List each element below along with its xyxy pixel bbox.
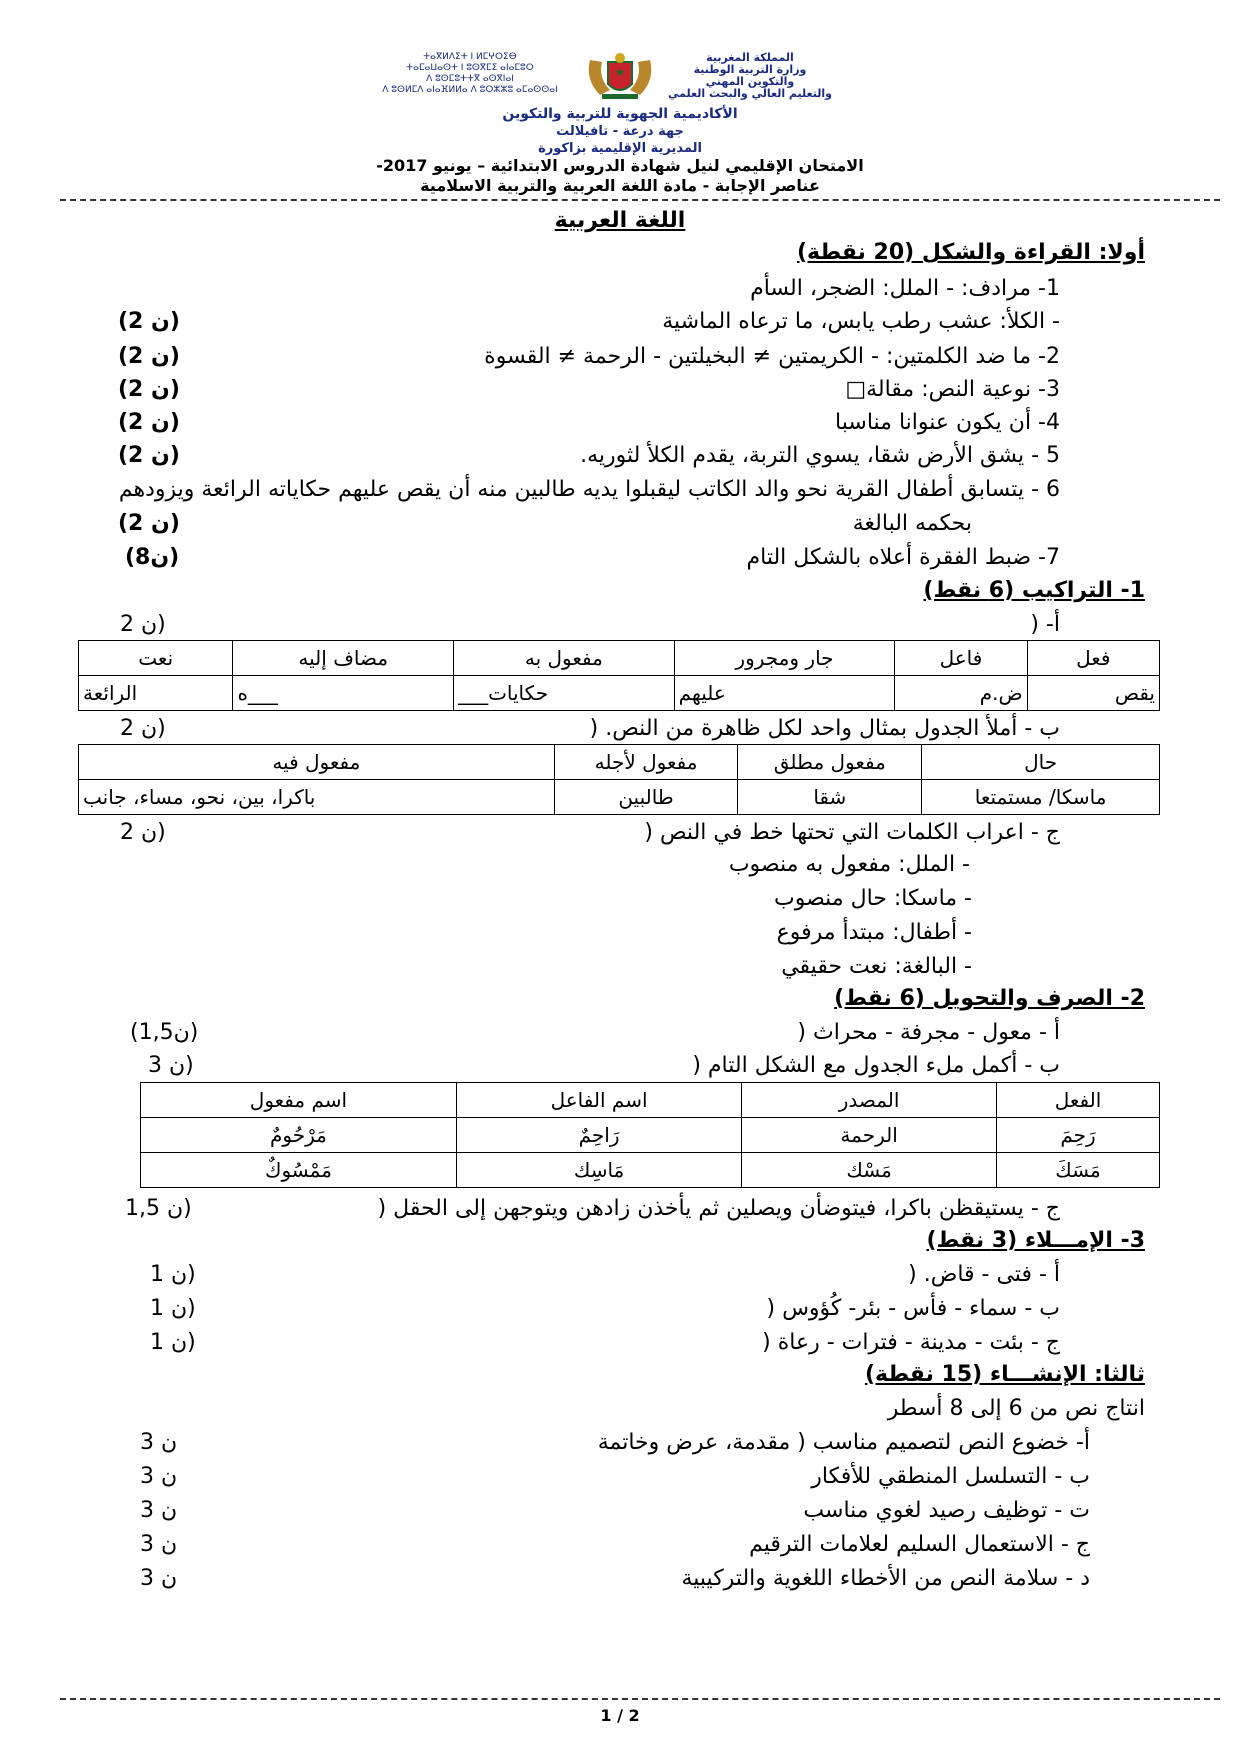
ministry-line: المملكة المغربية — [706, 51, 794, 64]
table-cell: يقص — [1027, 676, 1159, 711]
tarakib-a-label: أ- ( — [1030, 612, 1060, 637]
irab-item: - البالغة: نعت حقيقي — [781, 954, 972, 979]
table-row — [79, 676, 1160, 711]
insha-item: د - سلامة النص من الأخطاء اللغوية والتركيبية — [681, 1566, 1090, 1591]
answer-line: بحكمه البالغة — [852, 511, 972, 536]
answer-points: (2 ن) — [118, 443, 180, 468]
table-header-row — [79, 641, 1160, 676]
section-insha-heading: ثالثا: الإنشـــاء (15 نقطة) — [864, 1362, 1145, 1387]
table-cell: شقا — [738, 780, 922, 815]
table-cell: مَسْك — [742, 1153, 997, 1188]
table-header-row — [79, 745, 1160, 780]
answer-points: (2 ن) — [118, 309, 180, 334]
table-row — [141, 1118, 1160, 1153]
sarf-a-label: أ - معول - مجرفة - محراث ( — [797, 1020, 1060, 1045]
irab-item: - الملل: مفعول به منصوب — [728, 852, 970, 877]
sarf-table — [140, 1082, 1160, 1188]
answer-line: 3- نوعية النص: مقالة□ — [845, 377, 1060, 402]
table-cell: الفعل — [996, 1083, 1159, 1118]
table-cell: مفعول لأجله — [554, 745, 738, 780]
answer-points: (2 ن) — [118, 377, 180, 402]
insha-points: 3 ن — [140, 1464, 178, 1489]
answer-line: 1- مرادف: - الملل: الضجر، السأم — [750, 276, 1060, 301]
tifinagh-line: ⵜⴰⴳⵍⴷⵉⵜ ⵏ ⵍⵎⵖⵔⵉⴱ — [423, 52, 517, 62]
insha-item: ب - التسلسل المنطقي للأفكار — [811, 1464, 1090, 1489]
academy-name: الأكاديمية الجهوية للتربية والتكوين — [502, 106, 738, 122]
ministry-line: والتكوين المهني — [705, 75, 795, 88]
tarakib-a-points: 2 ن) — [120, 612, 166, 637]
page-number: 1 / 2 — [600, 1706, 640, 1725]
table-cell: ___ه — [233, 676, 454, 711]
answer-line: 2- ما ضد الكلمتين: - الكريمتين ≠ البخيلتين - الرحمة ≠ القسوة — [484, 344, 1060, 369]
table-cell: طالبين — [554, 780, 738, 815]
table-cell: مَسَكَ — [996, 1153, 1159, 1188]
header-divider — [60, 199, 1220, 201]
table-cell: عليهم — [674, 676, 895, 711]
exam-title: الامتحان الإقليمي لنيل شهادة الدروس الابتدائية – يونيو 2017- — [376, 156, 864, 175]
answer-line: - الكلأ: عشب رطب يابس، ما ترعاه الماشية — [662, 309, 1060, 334]
section-reading-heading: أولا: القراءة والشكل (20 نقطة) — [796, 240, 1145, 265]
table-cell: حكايات___ — [454, 676, 675, 711]
insha-item: أ- خضوع النص لتصميم مناسب ( مقدمة، عرض وخاتمة — [597, 1430, 1090, 1455]
imlaa-item: أ - فتى - قاض. ( — [908, 1262, 1060, 1287]
table-cell: مفعول مطلق — [738, 745, 922, 780]
sarf-c-label: ج - يستيقظن باكرا، فيتوضأن ويصلين ثم يأخذن زادهن ويتوجهن إلى الحقل ( — [377, 1196, 1060, 1221]
tarakib-table-1 — [78, 640, 1160, 711]
header-tifinagh — [370, 52, 570, 96]
insha-points: 3 ن — [140, 1566, 178, 1591]
sarf-a-points: (1,5ن) — [130, 1020, 199, 1045]
insha-points: 3 ن — [140, 1498, 178, 1523]
ministry-line: والتعليم العالي والبحث العلمي — [668, 87, 832, 100]
answer-line: 6 - يتسابق أطفال القرية نحو والد الكاتب ليقبلوا يديه طالبين منه أن يقص عليهم حكاياته الرائعة ويزودهم — [118, 477, 1060, 502]
answer-points: (8ن) — [125, 545, 180, 570]
page-title: اللغة العربية — [554, 208, 686, 233]
table-cell: مَرْحُومٌ — [141, 1118, 457, 1153]
region-name: جهة درعة - تافيلالت — [556, 124, 684, 139]
table-cell: مفعول به — [454, 641, 675, 676]
tarakib-c-points: 2 ن) — [120, 820, 166, 845]
answer-line: 7- ضبط الفقرة أعلاه بالشكل التام — [746, 545, 1060, 570]
table-cell: مَاسِك — [456, 1153, 741, 1188]
imlaa-points: 1 ن) — [150, 1296, 196, 1321]
answer-line: 4- أن يكون عنوانا مناسبا — [835, 410, 1060, 435]
exam-subtitle: عناصر الإجابة - مادة اللغة العربية والتربية الاسلامية — [420, 176, 820, 195]
tifinagh-line: ⵜⴰⵎⴰⵡⴰⵙⵜ ⵏ ⵓⵙⴳⵎⵉ ⴰⵏⴰⵎⵓⵔ — [406, 63, 534, 73]
section-imlaa-heading: 3- الإمـــلاء (3 نقط) — [926, 1228, 1145, 1253]
table-cell: رَاحِمٌ — [456, 1118, 741, 1153]
table-cell: ض.م — [895, 676, 1027, 711]
header-ministry — [665, 52, 835, 100]
imlaa-item: ج - بئت - مدينة - فترات - رعاة ( — [762, 1330, 1060, 1355]
section-tarakib-heading: 1- التراكيب (6 نقط) — [923, 578, 1145, 603]
table-cell: حال — [922, 745, 1160, 780]
table-cell: الرحمة — [742, 1118, 997, 1153]
irab-item: - أطفال: مبتدأ مرفوع — [776, 920, 972, 945]
imlaa-item: ب - سماء - فأس - بئر- كُؤوس ( — [766, 1296, 1060, 1321]
table-cell: فعل — [1027, 641, 1159, 676]
insha-item: ت - توظيف رصيد لغوي مناسب — [803, 1498, 1090, 1523]
table-cell: فاعل — [895, 641, 1027, 676]
ministry-line: وزارة التربية الوطنية — [693, 63, 807, 76]
table-row — [141, 1153, 1160, 1188]
table-cell: اسم مفعول — [141, 1083, 457, 1118]
irab-item: - ماسكا: حال منصوب — [774, 886, 972, 911]
table-cell: مضاف إليه — [233, 641, 454, 676]
tarakib-table-2 — [78, 744, 1160, 815]
tarakib-b-label: ب - أملأ الجدول بمثال واحد لكل ظاهرة من النص. ( — [589, 716, 1060, 741]
footer-divider — [60, 1698, 1220, 1700]
table-cell: المصدر — [742, 1083, 997, 1118]
directorate-name: المديرية الإقليمية بزاكورة — [538, 141, 702, 156]
table-cell: مفعول فيه — [79, 745, 555, 780]
tifinagh-line: ⴷ ⵓⵙⵍⵎⴷ ⴰⵏⴰⴼⵍⵍⴰ ⴷ ⵓⵔⵣⵣⵓ ⴰⵎⴰⵙⵙⴰⵏ — [382, 85, 558, 95]
section-sarf-heading: 2- الصرف والتحويل (6 نقط) — [834, 986, 1145, 1011]
table-cell: باكرا، بين، نحو، مساء، جانب — [79, 780, 555, 815]
table-row — [79, 780, 1160, 815]
sarf-b-points: 3 ن) — [148, 1053, 194, 1078]
answer-points: (2 ن) — [118, 344, 180, 369]
answer-points: (2 ن) — [118, 511, 180, 536]
tarakib-c-label: ج - اعراب الكلمات التي تحتها خط في النص ( — [644, 820, 1060, 845]
tarakib-b-points: 2 ن) — [120, 716, 166, 741]
table-cell: جار ومجرور — [674, 641, 895, 676]
insha-item: ج - الاستعمال السليم لعلامات الترقيم — [749, 1532, 1090, 1557]
tifinagh-line: ⴷ ⵓⵙⵎⵓⵜⵜⴳ ⴰⵙⴳⵏⴰⵏ — [426, 74, 514, 84]
answer-points: (2 ن) — [118, 410, 180, 435]
sarf-c-points: 1,5 ن) — [125, 1196, 192, 1221]
table-header-row — [141, 1083, 1160, 1118]
table-cell: اسم الفاعل — [456, 1083, 741, 1118]
table-cell: رَحِمَ — [996, 1118, 1159, 1153]
table-cell: ماسكا/ مستمتعا — [922, 780, 1160, 815]
table-cell: الرائعة — [79, 676, 233, 711]
insha-points: 3 ن — [140, 1430, 178, 1455]
imlaa-points: 1 ن) — [150, 1262, 196, 1287]
insha-points: 3 ن — [140, 1532, 178, 1557]
table-cell: نعت — [79, 641, 233, 676]
insha-intro: انتاج نص من 6 إلى 8 أسطر — [887, 1396, 1145, 1421]
moroccan-coat-of-arms-icon — [580, 50, 660, 102]
imlaa-points: 1 ن) — [150, 1330, 196, 1355]
answer-line: 5 - يشق الأرض شقا، يسوي التربة، يقدم الكلأ لثوريه. — [580, 443, 1060, 468]
table-cell: مَمْسُوكٌ — [141, 1153, 457, 1188]
sarf-b-label: ب - أكمل ملء الجدول مع الشكل التام ( — [692, 1053, 1060, 1078]
